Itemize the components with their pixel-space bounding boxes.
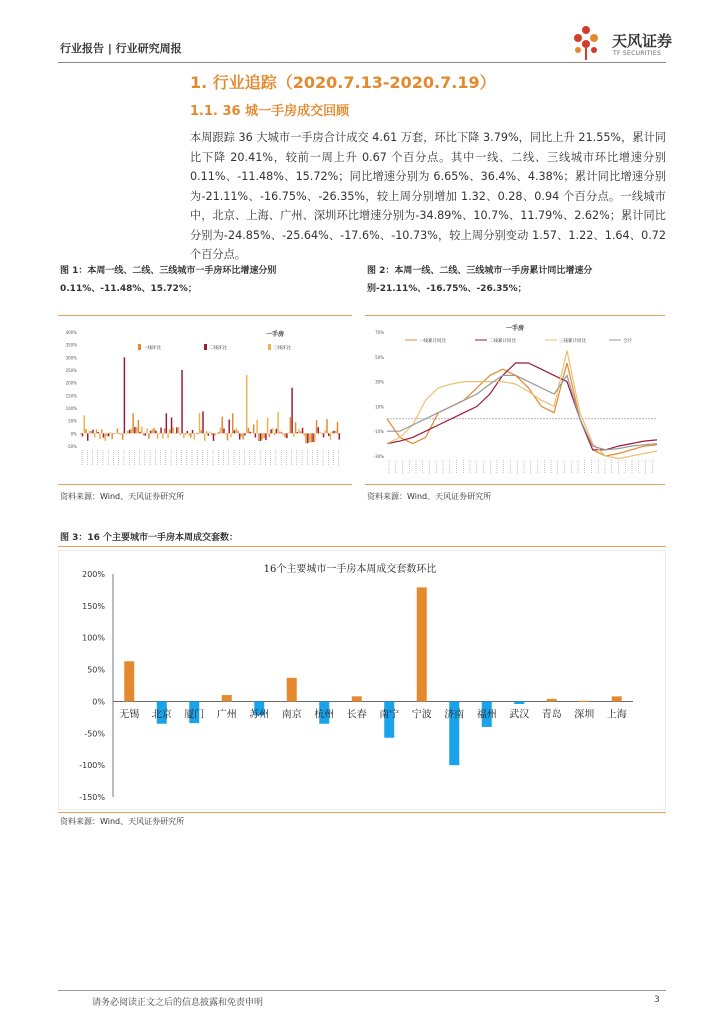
chart-3-y-tick: -150% (79, 793, 105, 802)
chart-1-bar (311, 433, 312, 442)
chart-3-bar (514, 701, 524, 704)
chart-1-bar (335, 431, 336, 434)
chart-1-bar (305, 433, 306, 443)
chart-1-bar (209, 432, 210, 434)
chart-3-x-label: 上海 (606, 709, 627, 721)
chart-1-bar (171, 418, 172, 434)
chart-1-y-tick: 300% (65, 355, 77, 361)
figure-2-caption: 图 2：本周一线、二线、三线城市一手房累计同比增速分别-21.11%、-16.75%、-26.35%； (367, 266, 593, 294)
chart-2-legend-label: 一线累计同比 (419, 339, 446, 344)
chart-1-bar (234, 430, 235, 433)
chart-1-bar (214, 433, 215, 435)
chart-1-bar (225, 433, 226, 434)
footer-disclaimer: 请务必阅读正文之后的信息披露和免责申明 (92, 998, 264, 1008)
chart-1-bar (276, 429, 277, 434)
chart-1-bar (167, 433, 168, 438)
chart-1-bar (176, 427, 177, 433)
chart-1-bar (255, 433, 256, 437)
chart-3-x-label: 杭州 (314, 709, 335, 721)
chart-3-bar (124, 661, 134, 701)
chart-3-bar (287, 678, 297, 702)
chart-1-bar (249, 432, 250, 434)
chart-1-bar (239, 433, 240, 439)
chart-2-series-line (387, 375, 657, 449)
chart-1-bar (237, 431, 238, 434)
chart-1-legend-label: 一线环比 (143, 346, 161, 351)
chart-2-y-tick: 30% (375, 379, 384, 385)
chart-1-bar (183, 433, 184, 438)
chart-1-y-tick: 250% (65, 368, 77, 373)
chart-1-bar (178, 427, 179, 433)
flower-logo-icon (568, 22, 612, 62)
chart-1-bar (220, 428, 221, 434)
chart-1-bar (138, 420, 139, 433)
chart-3-x-label: 武汉 (509, 709, 530, 721)
chart-1-y-tick: 400% (65, 330, 77, 335)
chart-1-bar (101, 429, 102, 433)
chart-1-bar (125, 433, 126, 434)
chart-1-bar (103, 433, 104, 437)
chart-3-x-label: 宁波 (411, 709, 432, 721)
footer-divider (58, 990, 666, 991)
chart-1-bar (340, 433, 341, 434)
chart-1-bar (279, 431, 280, 433)
chart-1-title: 一手房 (266, 331, 285, 338)
chart-3-bar (579, 701, 589, 702)
chart-1-bar (318, 427, 319, 433)
figure-3-caption: 图 3：16 个主要城市一手房本周成交套数： (60, 533, 239, 543)
chart-cumulative-yoy (365, 318, 665, 482)
chart-1-bar (136, 427, 137, 433)
chart-1-bar (216, 433, 217, 434)
chart-2-legend-label: 合计 (623, 339, 632, 344)
figure-1-caption: 图 1：本周一线、二线、三线城市一手房环比增速分别 0.11%、-11.48%、15.72%； (60, 266, 277, 294)
figure-3-top-rule (58, 546, 666, 547)
chart-1-bar (330, 433, 331, 439)
chart-1-bar (293, 433, 294, 436)
chart-1-bar (339, 433, 340, 439)
chart-1-bar (302, 428, 303, 434)
figure-2-source: 资料来源：Wind、天风证券研究所 (367, 492, 492, 501)
brand-name-en: TF SECURITIES (613, 50, 662, 57)
chart-1-bar (195, 433, 196, 434)
chart-1-bar (94, 433, 95, 437)
chart-1-bar (213, 433, 214, 441)
chart-1-bar (152, 429, 153, 433)
chart-1-bar (297, 432, 298, 433)
chart-1-bar (333, 431, 334, 433)
chart-1-bar (208, 433, 209, 435)
chart-16-cities (58, 550, 666, 810)
chart-1-legend-swatch (204, 344, 207, 350)
chart-3-y-tick: 200% (82, 570, 105, 579)
chart-1-bar (199, 413, 200, 433)
chart-1-bar (162, 433, 163, 438)
chart-1-bar (223, 429, 224, 434)
chart-1-bar (232, 413, 233, 433)
chart-1-bar (166, 413, 167, 433)
chart-1-y-tick: 50% (68, 418, 77, 424)
chart-1-bar (92, 430, 93, 434)
chart-1-bar (218, 432, 219, 433)
figure-3-source: 资料来源：Wind、天风证券研究所 (60, 817, 185, 826)
chart-1-bar (325, 430, 326, 433)
chart-1-bar (202, 411, 203, 433)
chart-1-bar (284, 433, 285, 437)
chart-1-bar (269, 433, 270, 437)
chart-1-bar (263, 433, 264, 438)
chart-1-bar (145, 433, 146, 435)
chart-1-bar (211, 433, 212, 435)
chart-2-legend-label: 二线累计同比 (489, 339, 516, 344)
chart-1-bar (153, 428, 154, 433)
chart-1-bar (139, 432, 140, 434)
chart-1-legend-swatch (268, 344, 271, 350)
chart-1-bar (230, 433, 231, 437)
chart-1-bar (122, 433, 123, 439)
chart-1-bar (246, 375, 247, 433)
chart-2-y-tick: 50% (375, 354, 384, 360)
figure-1-source: 资料来源：Wind、天风证券研究所 (60, 492, 185, 501)
chart-1-bar (242, 433, 243, 439)
chart-1-bar (256, 420, 257, 434)
chart-1-bar (227, 433, 228, 440)
chart-1-bar (323, 433, 324, 437)
chart-1-bar (204, 433, 205, 441)
chart-1-bar (164, 428, 165, 433)
chart-1-bar (150, 431, 151, 434)
chart-3-y-tick: 0% (92, 697, 105, 707)
chart-1-bar (241, 433, 242, 437)
chart-1-bar (283, 433, 284, 435)
chart-3-y-tick: 100% (82, 633, 105, 643)
chart-1-bar (173, 428, 174, 434)
chart-1-bar (80, 433, 81, 434)
chart-1-bar (87, 433, 88, 440)
chart-3-y-tick: 50% (87, 665, 105, 675)
chart-1-y-tick: 350% (65, 342, 77, 348)
chart-1-bar (180, 433, 181, 435)
chart-1-bar (83, 415, 84, 433)
chart-1-y-tick: 0% (70, 431, 77, 437)
figure-1-bottom-rule (58, 484, 352, 485)
chart-1-bar (277, 412, 278, 433)
chart-2-legend-label: 三线累计同比 (559, 339, 586, 344)
chart-1-bar (192, 430, 193, 433)
chart-1-bar (272, 428, 273, 433)
chart-3-y-tick: -100% (79, 761, 105, 771)
subsection-heading: 1.1. 36 城一手房成交回顾 (190, 104, 350, 119)
chart-1-bar (194, 433, 195, 439)
chart-1-bar (127, 431, 128, 433)
report-header-label: 行业报告 | 行业研究周报 (60, 42, 182, 55)
chart-1-bar (260, 433, 261, 441)
chart-1-bar (110, 432, 111, 433)
chart-1-bar (89, 431, 90, 434)
chart-3-bar (612, 696, 622, 701)
chart-1-y-tick: 200% (65, 380, 77, 386)
chart-1-bar (185, 433, 186, 434)
chart-1-legend-label: 二线环比 (209, 346, 227, 351)
chart-1-bar (111, 433, 112, 439)
chart-1-y-tick: -50% (66, 444, 77, 449)
chart-1-bar (274, 433, 275, 435)
chart-1-bar (99, 433, 100, 439)
chart-1-y-tick: 150% (65, 393, 77, 399)
chart-ring-growth (58, 318, 352, 482)
chart-1-bar (281, 432, 282, 433)
chart-3-x-label: 济南 (444, 709, 465, 721)
chart-3-x-label: 苏州 (249, 709, 270, 721)
chart-1-bar (115, 433, 116, 434)
chart-1-bar (270, 429, 271, 433)
chart-3-bar (222, 695, 232, 701)
chart-3-bar (417, 587, 427, 701)
chart-1-bar (307, 433, 308, 443)
chart-2-series-line (387, 351, 657, 459)
chart-1-bar (113, 433, 114, 434)
chart-1-bar (328, 433, 329, 436)
chart-1-bar (148, 433, 149, 438)
chart-2-series-line (387, 363, 657, 456)
section-heading: 1. 行业追踪（2020.7.13-2020.7.19） (190, 73, 496, 92)
chart-3-y-tick: 150% (82, 601, 105, 611)
chart-1-bar (190, 433, 191, 437)
chart-1-bar (316, 420, 317, 433)
chart-3-x-label: 青岛 (541, 709, 562, 721)
chart-3-x-label: 南京 (281, 709, 302, 721)
chart-2-y-tick: -10% (373, 429, 384, 435)
chart-2-y-tick: 70% (375, 330, 384, 335)
chart-1-bar (96, 429, 97, 433)
chart-1-bar (159, 433, 160, 434)
chart-1-bar (120, 433, 121, 434)
chart-1-bar (106, 433, 107, 436)
figure-3-bottom-rule (58, 812, 666, 813)
figure-2-bottom-rule (365, 484, 665, 485)
chart-1-bar (197, 433, 198, 434)
page-number: 3 (654, 995, 660, 1005)
body-paragraph: 本周跟踪 36 大城市一手房合计成交 4.61 万套，环比下降 3.79%，同比上升 21.55%，累计同比下降 20.41%，较前一周上升 0.67 个百分点。其中一线、二线、三线城市环比增速分别 0.11%、-11.48%、15.72%；同比增速分别为 6.65%、36.4%、4.38%；累计同比增速分别为-21.11%、-16.75%、-26.35%，较上周分别增加 1.32、0.28、0.94 个百分点。一线城市中，北京、上海、广州、深圳环比增速分别为-34.89%、10.7%、11.79%、2.62%；累计同比分别为-24.85%、-25.64%、-17.6%、-10.73%，较上周分别变动 1.57、1.22、1.64、0.72 个百分点。 (190, 131, 666, 261)
chart-1-bar (132, 413, 133, 433)
chart-1-bar (117, 429, 118, 434)
chart-1-bar (298, 429, 299, 433)
chart-3-x-label: 深圳 (574, 709, 595, 721)
chart-1-y-tick: 100% (65, 406, 77, 411)
chart-1-bar (146, 428, 147, 433)
chart-1-bar (134, 427, 135, 433)
chart-3-x-label: 广州 (216, 709, 237, 721)
chart-1-bar (337, 422, 338, 434)
chart-1-bar (221, 417, 222, 434)
chart-1-bar (131, 429, 132, 434)
chart-1-bar (160, 428, 161, 434)
chart-1-bar (181, 370, 182, 433)
chart-1-bar (319, 432, 320, 433)
chart-1-bar (253, 424, 254, 433)
chart-1-bar (85, 429, 86, 433)
chart-3-x-label: 无锡 (119, 709, 140, 721)
chart-1-bar (326, 419, 327, 433)
chart-3-y-tick: -50% (84, 729, 105, 739)
chart-1-bar (141, 427, 142, 434)
header-divider (58, 62, 666, 63)
chart-1-bar (251, 432, 252, 433)
chart-2-title: 一手房 (505, 325, 525, 332)
chart-1-bar (188, 433, 189, 435)
chart-1-bar (290, 417, 291, 433)
chart-3-x-label: 福州 (476, 709, 497, 721)
chart-3-bar (547, 699, 557, 702)
chart-1-bar (201, 430, 202, 433)
chart-1-bar (312, 433, 313, 442)
chart-3-x-label: 厦门 (184, 709, 205, 721)
chart-1-bar (187, 431, 188, 433)
chart-1-bar (267, 418, 268, 433)
chart-3-x-label: 北京 (151, 709, 172, 721)
brand-name: 天风证券 (612, 32, 673, 50)
chart-1-legend-label: 三线环比 (273, 346, 291, 351)
chart-3-bar (352, 696, 362, 701)
chart-1-bar (309, 433, 310, 442)
chart-1-bar (244, 433, 245, 435)
chart-1-bar (304, 433, 305, 435)
chart-1-bar (104, 433, 105, 441)
chart-1-bar (262, 433, 263, 439)
chart-1-bar (82, 433, 83, 436)
chart-1-bar (258, 433, 259, 441)
chart-1-bar (300, 431, 301, 433)
chart-1-bar (157, 433, 158, 438)
chart-1-bar (118, 433, 119, 434)
chart-1-legend-swatch (138, 344, 141, 350)
chart-2-y-tick: -30% (373, 454, 384, 459)
chart-1-bar (291, 388, 292, 434)
chart-1-bar (295, 422, 296, 433)
chart-1-bar (248, 428, 249, 433)
chart-1-bar (206, 431, 207, 433)
chart-1-bar (228, 420, 229, 434)
chart-1-bar (332, 431, 333, 433)
chart-1-bar (174, 433, 175, 434)
chart-1-bar (129, 430, 130, 434)
figure-2-top-rule (365, 315, 665, 316)
chart-1-bar (143, 433, 144, 435)
chart-3-x-label: 南宁 (379, 709, 400, 721)
chart-2-series-line (387, 363, 657, 450)
chart-1-bar (286, 433, 287, 438)
chart-1-bar (90, 431, 91, 433)
chart-3-title: 16个主要城市一手房本周成交套数环比 (263, 564, 437, 575)
chart-1-bar (97, 432, 98, 433)
chart-1-bar (265, 433, 266, 440)
chart-1-bar (124, 357, 125, 433)
figure-1-top-rule (58, 315, 352, 316)
chart-2-y-tick: 10% (375, 404, 384, 410)
chart-1-bar (288, 433, 289, 434)
chart-3-x-label: 长春 (346, 709, 367, 721)
chart-1-bar (108, 433, 109, 436)
chart-1-bar (155, 431, 156, 434)
chart-1-bar (314, 433, 315, 442)
chart-1-bar (169, 429, 170, 433)
chart-1-bar (321, 433, 322, 434)
chart-1-bar (235, 428, 236, 433)
